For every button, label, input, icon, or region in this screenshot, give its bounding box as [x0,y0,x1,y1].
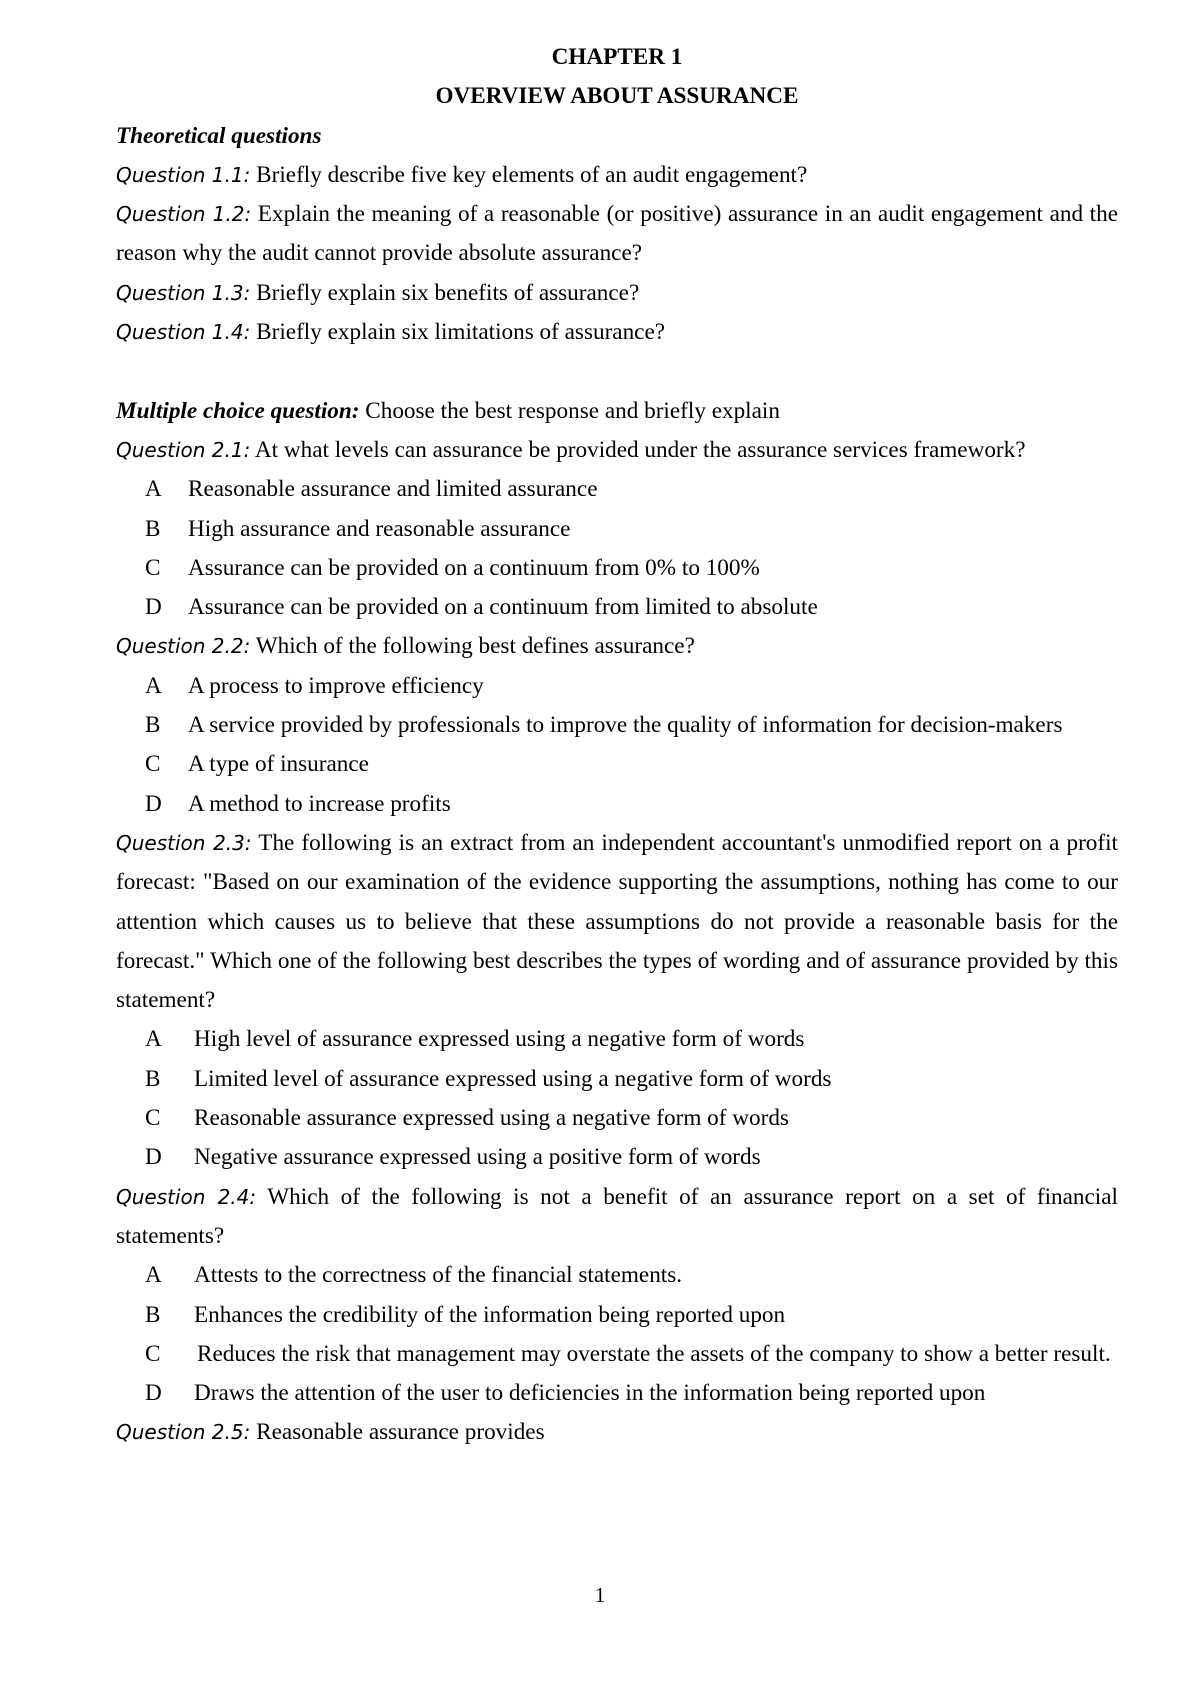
option-text: Reasonable assurance and limited assurance [188,476,598,503]
question-text: Which of the following is not a benefit of an assurance report on a set of financial statements? [116,1183,1118,1249]
question-2-3 [116,824,1118,1020]
option-letter: C [145,554,161,581]
question-label: Question 2.4: [116,1184,257,1209]
question-label: Question 1.3: [116,280,251,305]
option-letter: C [145,1340,161,1367]
option-text: A service provided by professionals to improve the quality of information for decision-makers [188,712,1063,739]
option-letter: D [145,1380,162,1407]
option-text: Draws the attention of the user to deficiencies in the information being reported upon [194,1380,986,1407]
theoretical-heading: Theoretical questions [116,122,322,149]
mcq-instruction: Choose the best response and briefly explain [359,397,780,424]
option-letter: B [145,1301,161,1328]
question-text: Briefly explain six limitations of assurance? [250,319,666,346]
option-text: Attests to the correctness of the financial statements. [194,1262,683,1289]
question-2-4 [116,1178,1118,1257]
question-label: Question 2.1: [116,437,251,462]
option-letter: D [145,594,162,621]
option-a [116,1256,1118,1295]
question-text: Explain the meaning of a reasonable (or positive) assurance in an audit engagement and the reason why the audit cannot provide absolute assurance? [116,201,1118,267]
option-d [116,1138,1118,1177]
option-letter: A [145,672,162,699]
option-letter: C [145,1105,161,1132]
question-label: Question 1.4: [116,320,251,345]
option-letter: B [145,712,161,739]
option-letter: C [145,751,161,778]
question-label: Question 2.3: [116,830,252,855]
chapter-title: OVERVIEW ABOUT ASSURANCE [435,83,799,110]
option-text: Reasonable assurance expressed using a negative form of words [194,1105,789,1132]
question-1-4 [116,313,1118,352]
question-1-3 [116,274,1118,313]
option-text: Enhances the credibility of the information being reported upon [194,1301,786,1328]
option-c [116,745,1118,784]
question-text: Which of the following best defines assurance? [250,633,695,660]
question-2-1 [116,431,1118,470]
question-text: Briefly describe five key elements of an audit engagement? [250,161,808,188]
option-d [116,1374,1118,1413]
option-text: A type of insurance [188,751,369,778]
option-text: Limited level of assurance expressed using a negative form of words [194,1065,832,1092]
question-text: Briefly explain six benefits of assurance? [250,279,640,306]
question-text: The following is an extract from an independent accountant's unmodified report on a profit forecast: "Based on our examination of the evidence supporting the assumptions, nothing has come to our attention which causes us to believe that these assumptions do not provide a reasonable basis for the forecast." Which one of the following best describes the types of wording and of assurance provided by this statement? [116,829,1118,1014]
option-text: Assurance can be provided on a continuum from limited to absolute [188,594,818,621]
option-letter: B [145,1065,161,1092]
option-letter: A [145,476,162,503]
question-2-2 [116,627,1118,666]
option-d [116,785,1118,824]
option-text: Reduces the risk that management may overstate the assets of the company to show a better result. [197,1340,1111,1367]
question-1-2 [116,195,1118,274]
section-spacer [116,352,1118,391]
question-label: Question 2.2: [116,634,251,659]
option-c [116,549,1118,588]
option-text: High assurance and reasonable assurance [188,515,571,542]
option-c [116,1335,1118,1374]
page-number: 1 [594,1583,606,1607]
question-text: Reasonable assurance provides [250,1419,545,1446]
option-letter: A [145,1262,162,1289]
question-label: Question 1.1: [116,162,251,187]
option-text: High level of assurance expressed using a negative form of words [194,1026,805,1053]
option-d [116,588,1118,627]
option-letter: D [145,1144,162,1171]
option-letter: A [145,1026,162,1053]
option-a [116,470,1118,509]
option-b [116,706,1118,745]
question-label: Question 2.5: [116,1420,251,1445]
chapter-number: CHAPTER 1 [551,44,683,70]
option-letter: B [145,515,161,542]
question-1-1 [116,156,1118,195]
mcq-heading-line [116,392,1118,431]
option-b [116,1296,1118,1335]
mcq-heading: Multiple choice question: [116,397,360,424]
option-text: A method to increase profits [188,790,451,817]
option-c [116,1099,1118,1138]
option-text: A process to improve efficiency [188,672,484,699]
question-label: Question 1.2: [116,202,252,227]
option-b [116,510,1118,549]
option-a [116,1020,1118,1059]
question-2-5 [116,1413,1118,1452]
option-b [116,1060,1118,1099]
option-text: Assurance can be provided on a continuum from 0% to 100% [188,554,760,581]
option-text: Negative assurance expressed using a positive form of words [194,1144,761,1171]
question-text: At what levels can assurance be provided under the assurance services framework? [250,436,1026,463]
option-a [116,667,1118,706]
option-letter: D [145,790,162,817]
